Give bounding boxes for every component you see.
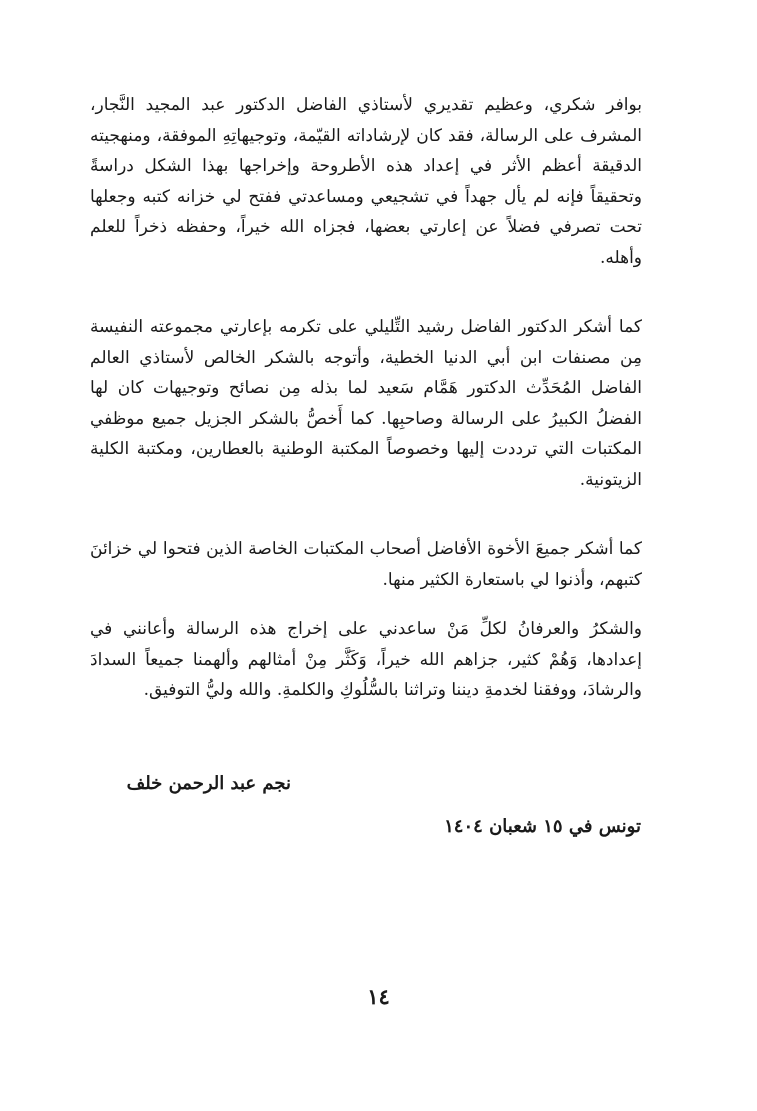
acknowledgment-paragraph-3: كما أشكر جميعَ الأخوة الأفاضل أصحاب المكتبات الخاصة الذين فتحوا لي خزائنَ كتبهم، وأذنوا لي باستعارة الكثير منها. xyxy=(90,539,642,590)
author-signature-name: نجم عبد الرحمن خلف xyxy=(126,773,291,794)
acknowledgment-paragraph-4: والشكرُ والعرفانُ لكلِّ مَنْ ساعدني على إخراج هذه الرسالة وأعانني في إعدادها، وَهُمْ كثير، جزاهم الله خيراً، وَكَثَّر مِنْ أمثالهم وألهمنا جميعاً السدادَ والرشادَ، ووفقنا لخدمةِ ديننا وتراثنا بالسُّلُوكِ والكلمةِ. والله وليُّ التوفيق. xyxy=(90,619,642,700)
place-and-date: تونس في ١٥ شعبان ١٤٠٤ xyxy=(444,816,641,837)
acknowledgment-paragraph-2: كما أشكر الدكتور الفاضل رشيد التِّليلي على تكرمه بإعارتي مجموعته النفيسة مِن مصنفات ابن أبي الدنيا الخطية، وأتوجه بالشكر الخالص لأستاذي العالم الفاضل المُحَدِّث الدكتور هَمَّام سَعيد لما بذله مِن نصائح وتوجيهات كان لها الفضلُ الكبيرُ على الرسالة وصاحبِها. كما أَخصُّ بالشكر الجزيل جميع موظفي المكتبات التي ترددت إليها وخصوصاً المكتبة الوطنية بالعطارين، ومكتبة الكلية الزيتونية. xyxy=(90,317,642,490)
page-number: ١٤ xyxy=(367,984,390,1009)
acknowledgment-paragraph-1: بوافر شكري، وعظيم تقديري لأستاذي الفاضل الدكتور عبد المجيد النَّجار، المشرف على الرسالة، فقد كان لإرشاداته القيّمة، وتوجيهاتِهِ الموفقة، ومنهجيته الدقيقة أعظم الأثر في إعداد هذه الأطروحة وإخراجها بهذا الشكل دراسةً وتحقيقاً فإنه لم يأل جهداً في تشجيعي ومساعدتي ففتح لي خزانه كتبه وجعلها تحت تصرفي فضلاً عن إعارتي بعضها، فجزاه الله خيراً، وحفظه ذخراً للعلم وأهله. xyxy=(90,95,642,268)
